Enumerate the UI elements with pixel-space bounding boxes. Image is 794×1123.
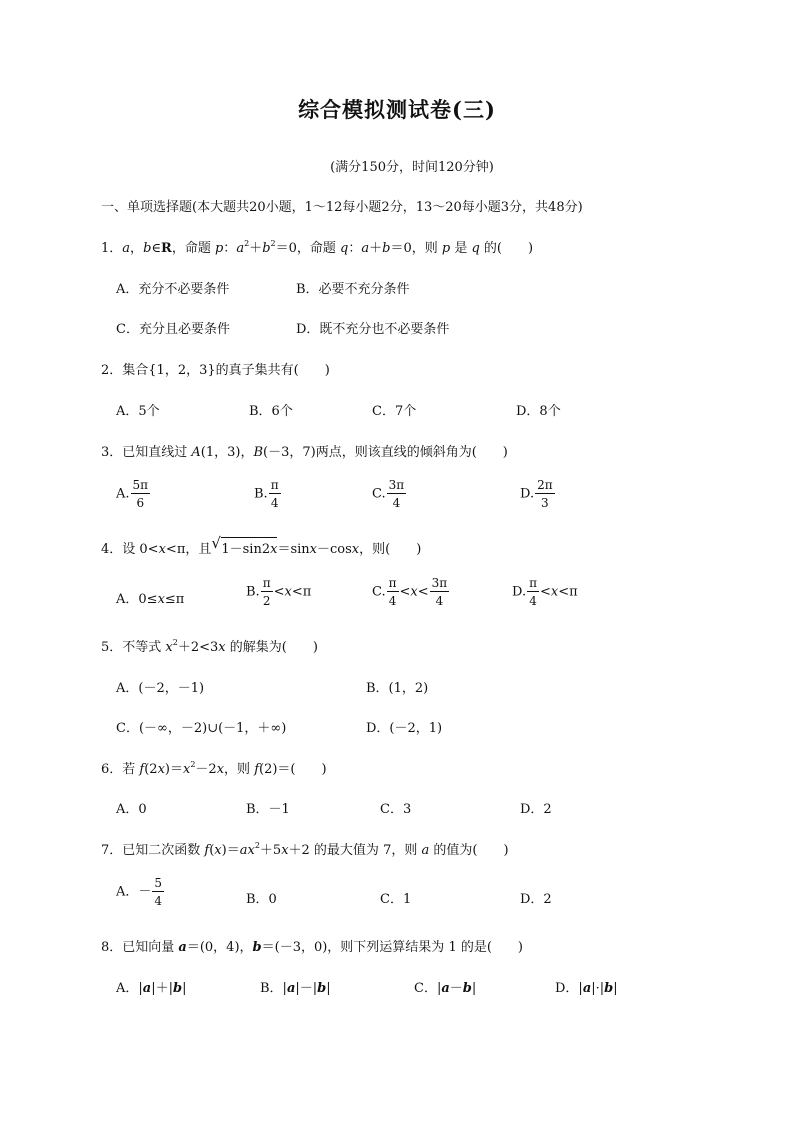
page-title: 综合模拟测试卷(三) (298, 97, 496, 122)
q8-option-b: B．|a|－|b| (260, 981, 331, 996)
q5-option-d: D．(－2，1) (366, 721, 443, 736)
q2-option-d: D．8个 (516, 404, 561, 419)
question-2-stem: 2．集合{1，2，3}的真子集共有( ) (101, 363, 330, 378)
q5-option-c: C．(－∞，－2)∪(－1，＋∞) (116, 721, 287, 736)
q1-option-a: A．充分不必要条件 (116, 282, 230, 297)
q4-option-a: A．0≤x≤π (116, 592, 185, 607)
q7-option-b: B．0 (246, 892, 277, 907)
question-3-stem: 3．已知直线过 A(1，3)，B(－3，7)两点，则该直线的倾斜角为( ) (101, 445, 508, 460)
fraction: $\frac{5}{4}$ (154, 876, 163, 908)
fraction: $\frac{\pi}{4}$ (388, 576, 397, 608)
q8-option-a: A．|a|＋|b| (116, 981, 187, 996)
exam-info: (满分150分，时间120分钟) (330, 160, 494, 175)
q1-option-d: D．既不充分也不必要条件 (296, 322, 450, 337)
q3-option-c: C. $\frac{3\pi}{4}$ (372, 478, 405, 510)
q2-option-b: B．6个 (249, 404, 293, 419)
fraction: $\frac{\pi}{4}$ (529, 576, 537, 608)
q6-option-a: A．0 (116, 802, 147, 817)
q5-option-b: B．(1，2) (366, 681, 429, 696)
question-7-stem: 7．已知二次函数 $f(x)=ax^2+5x+2$ 的最大值为 7，则 a 的值为( ) (101, 841, 509, 858)
q7-option-d: D．2 (520, 892, 552, 907)
q4-option-c: C. $\frac{\pi}{4}$ <x< $\frac{3\pi}{4}$ (372, 576, 448, 608)
q6-option-b: B．－1 (246, 802, 290, 817)
q6-option-c: C．3 (380, 802, 412, 817)
q5-option-a: A．(－2，－1) (116, 681, 205, 696)
fraction: $\frac{2\pi}{3}$ (537, 478, 553, 510)
q8-option-c: C．|a－b| (414, 981, 477, 996)
q1-option-b: B．必要不充分条件 (296, 282, 410, 297)
question-5-stem: 5．不等式 $x^2+2<3x$ 的解集为( ) (101, 638, 318, 655)
question-4-stem: 4．设 0<x<π，且 √ 1－sin2x＝sinx－cosx，则( ) (101, 534, 422, 557)
fraction: $\frac{5\pi}{6}$ (132, 478, 149, 510)
q6-option-d: D．2 (520, 802, 552, 817)
q7-option-c: C．1 (380, 892, 412, 907)
q4-option-b: B. $\frac{\pi}{2}$ <x<π (246, 576, 312, 608)
q7-option-a: A．－ $\frac{5}{4}$ (116, 876, 163, 908)
fraction: $\frac{\pi}{2}$ (262, 576, 271, 608)
question-1-stem: 1．a，b∈R，命题 p：$a^2+b^2=0$，命题 q：a＋b＝0，则 p 是 q 的( ) (101, 239, 534, 256)
q3-option-b: B. $\frac{\pi}{4}$ (254, 478, 279, 510)
q2-option-a: A．5个 (116, 404, 160, 419)
fraction: $\frac{3\pi}{4}$ (388, 478, 405, 510)
fraction: $\frac{\pi}{4}$ (270, 478, 279, 510)
fraction: $\frac{3\pi}{4}$ (431, 576, 448, 608)
section-heading: 一、单项选择题(本大题共20小题，1～12每小题2分，13～20每小题3分，共48分) (101, 200, 583, 215)
q2-option-c: C．7个 (372, 404, 417, 419)
q1-option-c: C．充分且必要条件 (116, 322, 230, 337)
question-6-stem: 6．若 $f(2x)=x^2-2x$，则 f(2)＝( ) (101, 760, 327, 777)
q3-option-d: D. $\frac{2\pi}{3}$ (520, 478, 553, 510)
question-8-stem: 8．已知向量 a＝(0，4)，b＝(－3，0)，则下列运算结果为 1 的是( ) (101, 940, 523, 955)
q8-option-d: D．|a|·|b| (555, 981, 618, 996)
q3-option-a: A. $\frac{5\pi}{6}$ (116, 478, 149, 510)
q4-option-d: D. $\frac{\pi}{4}$ <x<π (512, 576, 578, 608)
